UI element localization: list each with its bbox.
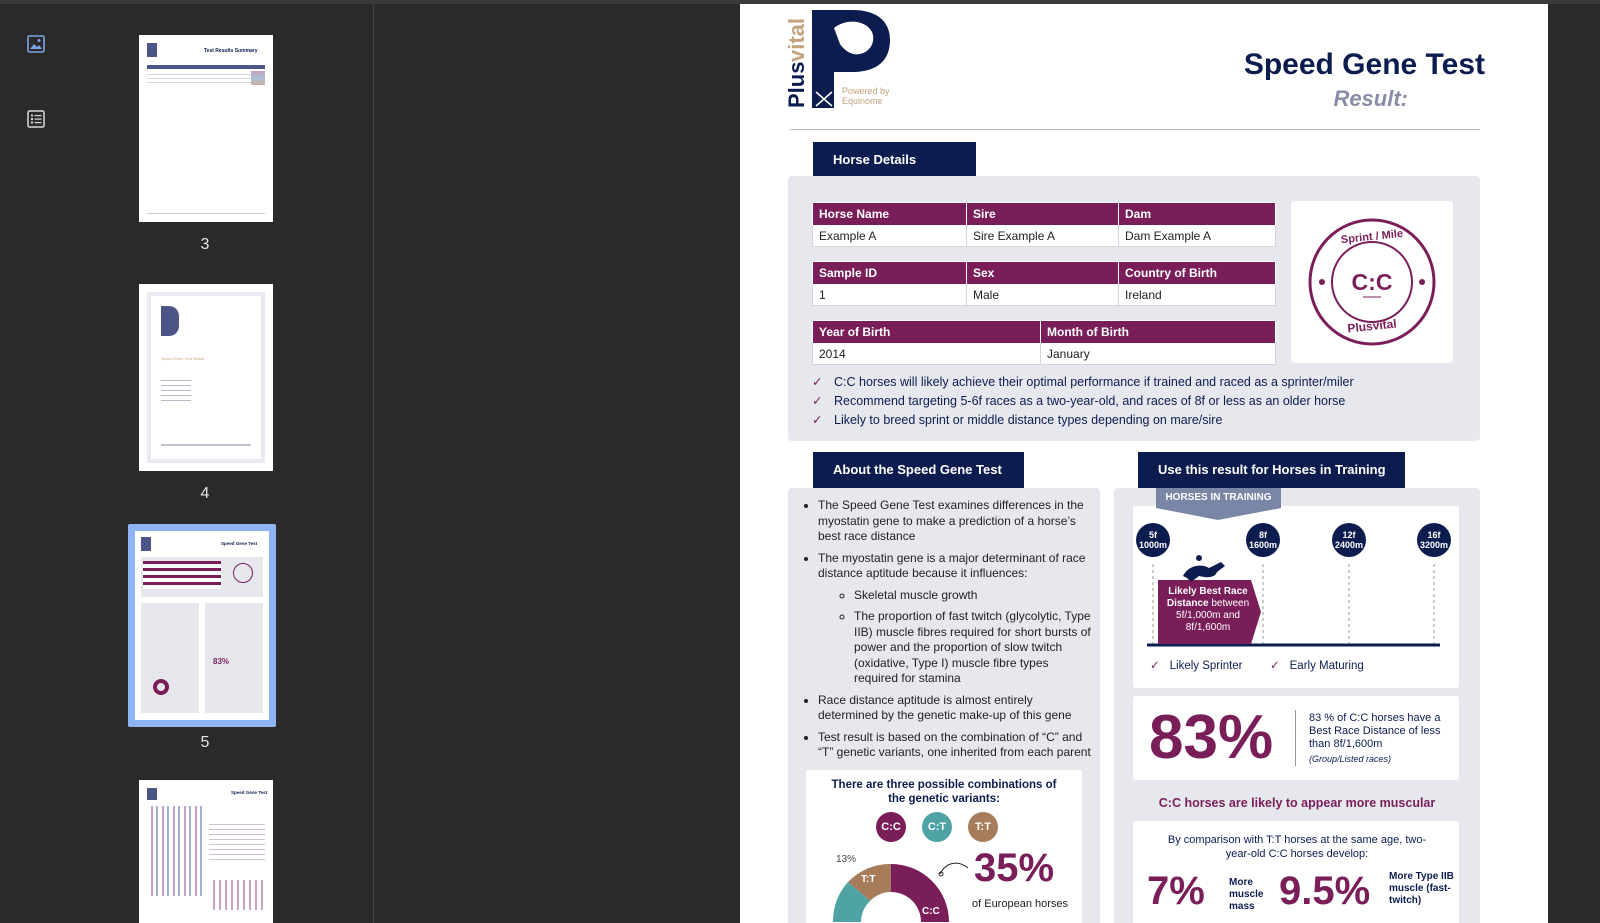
page-number-label: 3: [200, 236, 210, 253]
thumb-title: Speed Gene Test: [231, 790, 268, 795]
stat-note: (Group/Listed races): [1309, 754, 1392, 764]
thumb-footer: [147, 213, 265, 214]
stat-pct: 83%: [1149, 703, 1274, 772]
thumb-logo: [141, 537, 151, 551]
col-header: Sex: [967, 262, 1119, 285]
donut-label-tt: T:T: [861, 874, 876, 885]
distance-marker-12f: [1332, 523, 1366, 557]
chip-tt: T:T: [968, 812, 998, 842]
cell: Sire Example A: [967, 226, 1119, 247]
checkmark-icon: ✓: [1150, 660, 1160, 672]
thumb-details-table: [143, 561, 221, 589]
page-number-label: 5: [200, 734, 210, 751]
thumb-logo: [147, 43, 157, 57]
stamp-bottom-text: Plusvital: [1346, 316, 1398, 336]
about-bullet: • The Speed Gene Test examines differences in the myostatin gene to make a prediction of a horse’s best race distance: [818, 498, 1092, 545]
pct-european-caption: of European horses: [972, 898, 1069, 910]
thumb-bar-chart-2: [209, 880, 265, 910]
thumb-logo: [147, 788, 157, 800]
about-sub-bullet: ◦ Skeletal muscle growth: [854, 588, 1092, 604]
col-header: Month of Birth: [1041, 321, 1276, 344]
stat-divider: [1295, 710, 1296, 766]
checkmark-icon: ✓: [1270, 660, 1280, 672]
check-item: [812, 411, 1472, 430]
check-item: [812, 392, 1472, 411]
marker-top: 12f: [1342, 530, 1356, 540]
thumb-title: Speed Gene Test: [221, 541, 258, 546]
cell: Male: [967, 285, 1119, 306]
thumbnail-panel: [72, 4, 374, 923]
pct-type-iib: 9.5%: [1279, 869, 1371, 913]
stat-text: 83 % of C:C horses have a Best Race Distance of less than 8f/1,600m: [1309, 712, 1441, 750]
thumb-footer: [161, 444, 251, 446]
horse-details-tab: Horse Details: [813, 142, 976, 178]
marker-bottom: 3200m: [1419, 540, 1449, 550]
col-header: Country of Birth: [1119, 262, 1276, 285]
pct-muscle-mass-label: More muscle mass: [1229, 877, 1264, 912]
marker-top: 8f: [1258, 530, 1267, 540]
cell: 1: [813, 285, 967, 306]
trait-text: Early Maturing: [1289, 660, 1364, 672]
distance-marker-16f: [1417, 523, 1451, 557]
thumb-table-body: [147, 71, 265, 85]
about-sub-bullet: ◦ The proportion of fast twitch (glycolytic, Type IIB) muscle fibres required for short bursts of power and the proportion of slow twitch (oxidative, Type I) muscle fibre types required for stamina: [854, 609, 1092, 687]
marker-top: 5f: [1148, 530, 1157, 540]
check-item: [812, 373, 1472, 392]
cell: January: [1041, 344, 1276, 365]
col-header: Year of Birth: [813, 321, 1041, 344]
col-header: Sire: [967, 203, 1119, 226]
pct-european: 35%: [974, 846, 1055, 890]
col-header: Horse Name: [813, 203, 967, 226]
comparison-card: [1133, 821, 1459, 923]
marker-bottom: 2400m: [1334, 540, 1364, 550]
trait-early-maturing: [1270, 658, 1364, 672]
thumb-bar-chart: [147, 806, 203, 896]
page-thumbnail-5[interactable]: [135, 531, 269, 720]
marker-bottom: 1600m: [1248, 540, 1278, 550]
donut-pct-small: 13%: [836, 854, 857, 865]
result-stamp-card: [1291, 201, 1453, 363]
cell: Ireland: [1119, 285, 1276, 306]
thumb-title: Speed Gene Test Result: [161, 356, 205, 361]
pct-type-iib-label: More Type IIB muscle (fast-twitch): [1389, 871, 1454, 906]
stat-card: [1133, 696, 1459, 780]
horse-details-table-1: [812, 202, 1276, 247]
checkmark-icon: ✓: [812, 394, 823, 408]
viewer-right-gutter: [1548, 4, 1600, 923]
check-text: C:C horses will likely achieve their optimal performance if trained and raced as a sprinter/miler: [834, 375, 1354, 389]
marker-top: 16f: [1427, 530, 1441, 540]
pct-muscle-mass: 7%: [1147, 869, 1205, 913]
check-text: Recommend targeting 5-6f races as a two-year-old, and races of 8f or less as an older horse: [834, 394, 1346, 408]
stamp-result: C:C: [1351, 269, 1393, 295]
distance-marker-5f: [1136, 523, 1170, 557]
thumb-text-block: [209, 820, 265, 860]
donut-label-cc: C:C: [922, 906, 940, 917]
svg-text:Plus: Plus: [786, 61, 809, 108]
about-bullet-text: The myostatin gene is a major determinant of race distance aptitude because it influences:: [818, 550, 1086, 580]
sidebar-icon-rail: [0, 4, 72, 923]
thumb-title: Test Results Summary: [204, 48, 258, 54]
cell: 2014: [813, 344, 1041, 365]
about-bullet: [818, 551, 1092, 687]
about-text: [796, 498, 1092, 767]
thumb-table-header: [147, 65, 265, 69]
callout-line: [938, 858, 974, 878]
page-thumbnail-4[interactable]: [139, 284, 273, 471]
thumb-about-panel: [141, 603, 199, 713]
page-thumbnail-6[interactable]: [139, 780, 273, 923]
muscular-heading: C:C horses are likely to appear more muscular: [1158, 796, 1436, 810]
thumb-logo: [161, 306, 179, 336]
comparison-text: By comparison with T:T horses at the same age, two-year-old C:C horses develop:: [1167, 834, 1427, 860]
thumb-stamp: [233, 563, 253, 583]
col-header: Dam: [1119, 203, 1276, 226]
page-number-label: 4: [200, 485, 210, 502]
thumb-text-block: [161, 376, 191, 404]
best-race-rest: between 5f/1,000m and 8f/1,600m: [1176, 598, 1250, 633]
thumb-table-color-col: [251, 71, 265, 85]
trait-text: Likely Sprinter: [1169, 660, 1243, 672]
cell: Example A: [813, 226, 967, 247]
horses-in-training-badge: HORSES IN TRAINING: [1156, 488, 1281, 508]
svg-text:vital: vital: [786, 17, 809, 62]
about-bullet: • Race distance aptitude is almost entirely determined by the genetic make-up of this gene: [818, 693, 1092, 724]
combinations-title: There are three possible combinations of the genetic variants:: [831, 779, 1057, 805]
checkmark-icon: ✓: [812, 413, 823, 427]
powered-by-text: Powered by Equinome: [842, 86, 890, 106]
chip-cc: C:C: [876, 812, 906, 842]
marker-bottom: 1000m: [1138, 540, 1168, 550]
thumbnails-icon[interactable]: [24, 32, 48, 56]
page-thumbnail-3[interactable]: [139, 35, 273, 222]
distance-marker-8f: [1246, 523, 1280, 557]
cell: Dam Example A: [1119, 226, 1276, 247]
trait-sprinter: [1150, 658, 1243, 672]
chip-ct: C:T: [922, 812, 952, 842]
checkmark-icon: ✓: [812, 375, 823, 389]
document-viewer[interactable]: [375, 4, 1600, 923]
training-tab: Use this result for Horses in Training: [1138, 452, 1405, 488]
page-subtitle: Result:: [1333, 86, 1408, 111]
result-checklist: [812, 373, 1472, 430]
page-title: Speed Gene Test: [1243, 48, 1485, 81]
horse-details-table-3: [812, 320, 1276, 365]
check-text: Likely to breed sprint or middle distance types depending on mare/sire: [834, 413, 1223, 427]
thumb-83pct: 83%: [213, 657, 230, 666]
combinations-card: [806, 770, 1082, 923]
horse-details-table-2: [812, 261, 1276, 306]
best-race-label: [1160, 586, 1256, 634]
best-race-bold: Likely Best Race Distance: [1166, 586, 1248, 609]
about-tab: About the Speed Gene Test: [813, 452, 1024, 488]
stamp-top-text: Sprint / Mile: [1340, 227, 1404, 247]
outline-icon[interactable]: [24, 107, 48, 131]
about-bullet: • Test result is based on the combination of “C” and “T” genetic variants, one inherited from each parent: [818, 730, 1092, 761]
header-divider: [790, 129, 1480, 130]
pdf-page-5: [740, 4, 1548, 923]
thumb-donut: [153, 679, 169, 695]
col-header: Sample ID: [813, 262, 967, 285]
